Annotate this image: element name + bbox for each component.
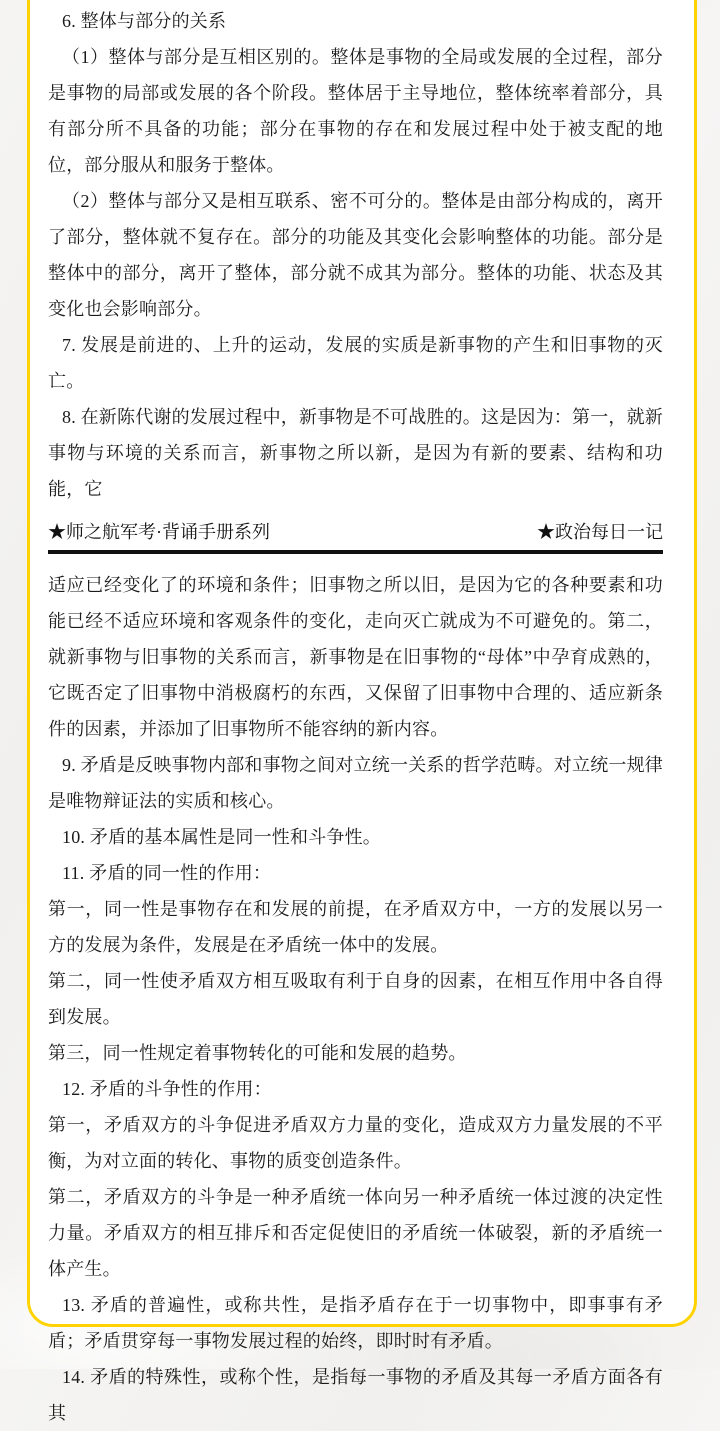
paragraph: 11. 矛盾的同一性的作用： <box>62 863 272 883</box>
paragraph: 第二，矛盾双方的斗争是一种矛盾统一体向另一种矛盾统一体过渡的决定性力量。矛盾双方的相互排斥和否定促使旧的矛盾统一体破裂，新的矛盾统一体产生。 <box>48 1187 663 1279</box>
paragraph: 第一，同一性是事物存在和发展的前提，在矛盾双方中，一方的发展以另一方的发展为条件，发展是在矛盾统一体中的发展。 <box>48 899 663 955</box>
paragraph: 7. 发展是前进的、上升的运动，发展的实质是新事物的产生和旧事物的灭亡。 <box>48 335 663 391</box>
document-content <box>30 0 694 1431</box>
paragraph: 10. 矛盾的基本属性是同一性和斗争性。 <box>62 827 381 847</box>
header-divider-rule <box>48 550 663 554</box>
paragraph: 12. 矛盾的斗争性的作用： <box>62 1079 272 1099</box>
paragraph: 13. 矛盾的普遍性，或称共性，是指矛盾存在于一切事物中，即事事有矛盾；矛盾贯穿每一事物发展过程的始终，即时时有矛盾。 <box>48 1295 663 1351</box>
page2-body <box>48 567 663 1431</box>
paragraph: 9. 矛盾是反映事物内部和事物之间对立统一关系的哲学范畴。对立统一规律是唯物辩证法的实质和核心。 <box>48 755 663 811</box>
paragraph: 第三，同一性规定着事物转化的可能和发展的趋势。 <box>48 1043 467 1063</box>
header-series-title: ★师之航军考·背诵手册系列 <box>48 522 270 542</box>
document-card <box>27 0 697 1423</box>
paragraph: 14. 矛盾的特殊性，或称个性，是指每一事物的矛盾及其每一矛盾方面各有其 <box>48 1367 663 1423</box>
paragraph: 8. 在新陈代谢的发展过程中，新事物是不可战胜的。这是因为：第一，就新事物与环境的关系而言，新事物之所以新，是因为有新的要素、结构和功能，它 <box>48 407 663 499</box>
paragraph: 第二，同一性使矛盾双方相互吸取有利于自身的因素，在相互作用中各自得到发展。 <box>48 971 663 1027</box>
header-row <box>48 520 663 544</box>
paragraph: 6. 整体与部分的关系 <box>62 11 227 31</box>
paragraph: 适应已经变化了的环境和条件；旧事物之所以旧，是因为它的各种要素和功能已经不适应环境和客观条件的变化，走向灭亡就成为不可避免的。第二，就新事物与旧事物的关系而言，新事物是在旧事物的“母体”中孕育成熟的，它既否定了旧事物中消极腐朽的东西，又保留了旧事物中合理的、适应新条件的因素，并添加了旧事物所不能容纳的新内容。 <box>48 575 663 739</box>
page1-body <box>48 3 663 507</box>
paragraph: （2）整体与部分又是相互联系、密不可分的。整体是由部分构成的，离开了部分，整体就不复存在。部分的功能及其变化会影响整体的功能。部分是整体中的部分，离开了整体，部分就不成其为部分。整体的功能、状态及其变化也会影响部分。 <box>48 191 663 319</box>
paragraph: 第一，矛盾双方的斗争促进矛盾双方力量的变化，造成双方力量发展的不平衡，为对立面的转化、事物的质变创造条件。 <box>48 1115 663 1171</box>
header-section-title: ★政治每日一记 <box>537 522 663 542</box>
paragraph: （1）整体与部分是互相区别的。整体是事物的全局或发展的全过程，部分是事物的局部或发展的各个阶段。整体居于主导地位，整体统率着部分，具有部分所不具备的功能；部分在事物的存在和发展过程中处于被支配的地位，部分服从和服务于整体。 <box>48 47 663 175</box>
page-break-header <box>48 520 663 554</box>
